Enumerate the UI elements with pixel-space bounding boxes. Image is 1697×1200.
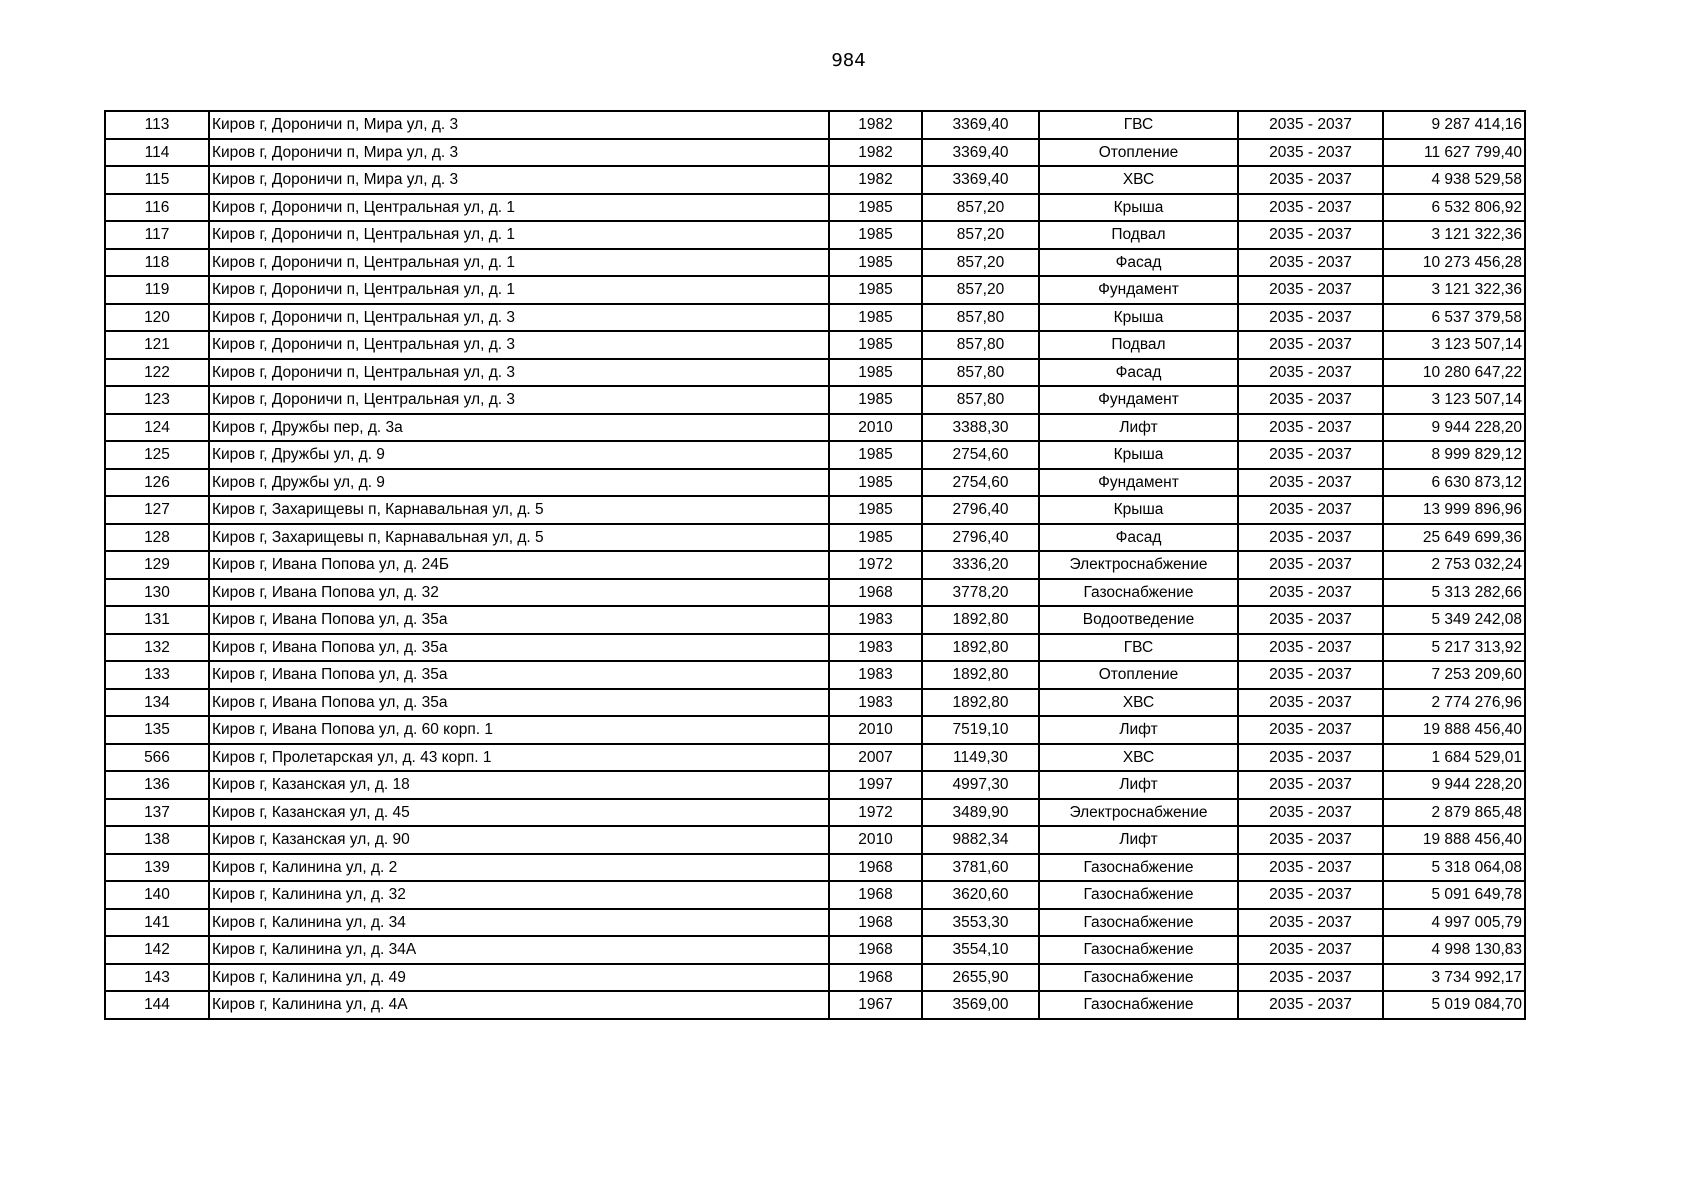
row-number-cell: 137 bbox=[105, 799, 209, 827]
address-cell: Киров г, Захарищевы п, Карнавальная ул, д. 5 bbox=[209, 524, 829, 552]
cost-cell: 5 349 242,08 bbox=[1383, 606, 1525, 634]
work-type-cell: Крыша bbox=[1039, 304, 1238, 332]
address-cell: Киров г, Калинина ул, д. 32 bbox=[209, 881, 829, 909]
address-cell: Киров г, Дороничи п, Центральная ул, д. 3 bbox=[209, 386, 829, 414]
period-cell: 2035 - 2037 bbox=[1238, 331, 1383, 359]
area-cell: 2655,90 bbox=[922, 964, 1039, 992]
construction-year-cell: 1985 bbox=[829, 386, 922, 414]
area-cell: 3489,90 bbox=[922, 799, 1039, 827]
row-number-cell: 142 bbox=[105, 936, 209, 964]
period-cell: 2035 - 2037 bbox=[1238, 111, 1383, 139]
cost-cell: 3 123 507,14 bbox=[1383, 386, 1525, 414]
work-type-cell: Газоснабжение bbox=[1039, 991, 1238, 1019]
address-cell: Киров г, Дороничи п, Центральная ул, д. 1 bbox=[209, 194, 829, 222]
cost-cell: 4 938 529,58 bbox=[1383, 166, 1525, 194]
cost-cell: 10 280 647,22 bbox=[1383, 359, 1525, 387]
address-cell: Киров г, Ивана Попова ул, д. 35а bbox=[209, 689, 829, 717]
row-number-cell: 115 bbox=[105, 166, 209, 194]
construction-year-cell: 1985 bbox=[829, 194, 922, 222]
row-number-cell: 120 bbox=[105, 304, 209, 332]
construction-year-cell: 1985 bbox=[829, 331, 922, 359]
address-cell: Киров г, Калинина ул, д. 34 bbox=[209, 909, 829, 937]
work-type-cell: Газоснабжение bbox=[1039, 964, 1238, 992]
address-cell: Киров г, Дружбы ул, д. 9 bbox=[209, 441, 829, 469]
row-number-cell: 131 bbox=[105, 606, 209, 634]
area-cell: 1892,80 bbox=[922, 689, 1039, 717]
cost-cell: 6 537 379,58 bbox=[1383, 304, 1525, 332]
row-number-cell: 117 bbox=[105, 221, 209, 249]
area-cell: 857,20 bbox=[922, 221, 1039, 249]
table-row bbox=[105, 689, 1525, 717]
period-cell: 2035 - 2037 bbox=[1238, 221, 1383, 249]
cost-cell: 2 774 276,96 bbox=[1383, 689, 1525, 717]
table-row bbox=[105, 441, 1525, 469]
area-cell: 857,80 bbox=[922, 331, 1039, 359]
row-number-cell: 136 bbox=[105, 771, 209, 799]
address-cell: Киров г, Казанская ул, д. 18 bbox=[209, 771, 829, 799]
address-cell: Киров г, Пролетарская ул, д. 43 корп. 1 bbox=[209, 744, 829, 772]
area-cell: 2796,40 bbox=[922, 524, 1039, 552]
period-cell: 2035 - 2037 bbox=[1238, 496, 1383, 524]
work-type-cell: Фасад bbox=[1039, 524, 1238, 552]
period-cell: 2035 - 2037 bbox=[1238, 194, 1383, 222]
row-number-cell: 133 bbox=[105, 661, 209, 689]
table-row bbox=[105, 881, 1525, 909]
area-cell: 3553,30 bbox=[922, 909, 1039, 937]
address-cell: Киров г, Дороничи п, Центральная ул, д. 1 bbox=[209, 221, 829, 249]
work-type-cell: Отопление bbox=[1039, 139, 1238, 167]
work-type-cell: Лифт bbox=[1039, 771, 1238, 799]
work-type-cell: Газоснабжение bbox=[1039, 881, 1238, 909]
construction-year-cell: 2010 bbox=[829, 716, 922, 744]
work-type-cell: Газоснабжение bbox=[1039, 579, 1238, 607]
row-number-cell: 119 bbox=[105, 276, 209, 304]
cost-cell: 19 888 456,40 bbox=[1383, 716, 1525, 744]
table-row bbox=[105, 249, 1525, 277]
area-cell: 3369,40 bbox=[922, 166, 1039, 194]
row-number-cell: 121 bbox=[105, 331, 209, 359]
work-type-cell: ГВС bbox=[1039, 634, 1238, 662]
area-cell: 3554,10 bbox=[922, 936, 1039, 964]
area-cell: 3620,60 bbox=[922, 881, 1039, 909]
table-row bbox=[105, 276, 1525, 304]
row-number-cell: 141 bbox=[105, 909, 209, 937]
table-row bbox=[105, 661, 1525, 689]
work-type-cell: Водоотведение bbox=[1039, 606, 1238, 634]
work-type-cell: ХВС bbox=[1039, 166, 1238, 194]
period-cell: 2035 - 2037 bbox=[1238, 359, 1383, 387]
construction-year-cell: 1985 bbox=[829, 221, 922, 249]
area-cell: 3369,40 bbox=[922, 139, 1039, 167]
work-type-cell: ГВС bbox=[1039, 111, 1238, 139]
area-cell: 857,20 bbox=[922, 249, 1039, 277]
area-cell: 3369,40 bbox=[922, 111, 1039, 139]
construction-year-cell: 1983 bbox=[829, 634, 922, 662]
construction-year-cell: 1968 bbox=[829, 881, 922, 909]
period-cell: 2035 - 2037 bbox=[1238, 606, 1383, 634]
construction-year-cell: 1985 bbox=[829, 496, 922, 524]
table-row bbox=[105, 799, 1525, 827]
area-cell: 3778,20 bbox=[922, 579, 1039, 607]
cost-cell: 5 217 313,92 bbox=[1383, 634, 1525, 662]
row-number-cell: 130 bbox=[105, 579, 209, 607]
row-number-cell: 139 bbox=[105, 854, 209, 882]
cost-cell: 7 253 209,60 bbox=[1383, 661, 1525, 689]
period-cell: 2035 - 2037 bbox=[1238, 716, 1383, 744]
construction-year-cell: 1985 bbox=[829, 524, 922, 552]
table-row bbox=[105, 634, 1525, 662]
area-cell: 857,80 bbox=[922, 359, 1039, 387]
address-cell: Киров г, Дороничи п, Центральная ул, д. 3 bbox=[209, 304, 829, 332]
period-cell: 2035 - 2037 bbox=[1238, 854, 1383, 882]
address-cell: Киров г, Калинина ул, д. 2 bbox=[209, 854, 829, 882]
cost-cell: 4 998 130,83 bbox=[1383, 936, 1525, 964]
construction-year-cell: 1972 bbox=[829, 799, 922, 827]
row-number-cell: 125 bbox=[105, 441, 209, 469]
address-cell: Киров г, Дороничи п, Центральная ул, д. 1 bbox=[209, 249, 829, 277]
period-cell: 2035 - 2037 bbox=[1238, 166, 1383, 194]
period-cell: 2035 - 2037 bbox=[1238, 441, 1383, 469]
period-cell: 2035 - 2037 bbox=[1238, 881, 1383, 909]
work-type-cell: Крыша bbox=[1039, 194, 1238, 222]
area-cell: 3569,00 bbox=[922, 991, 1039, 1019]
address-cell: Киров г, Калинина ул, д. 49 bbox=[209, 964, 829, 992]
construction-year-cell: 1985 bbox=[829, 469, 922, 497]
construction-year-cell: 1985 bbox=[829, 304, 922, 332]
cost-cell: 6 532 806,92 bbox=[1383, 194, 1525, 222]
row-number-cell: 124 bbox=[105, 414, 209, 442]
cost-cell: 13 999 896,96 bbox=[1383, 496, 1525, 524]
period-cell: 2035 - 2037 bbox=[1238, 414, 1383, 442]
cost-cell: 19 888 456,40 bbox=[1383, 826, 1525, 854]
table-row bbox=[105, 194, 1525, 222]
row-number-cell: 113 bbox=[105, 111, 209, 139]
construction-year-cell: 2010 bbox=[829, 414, 922, 442]
period-cell: 2035 - 2037 bbox=[1238, 661, 1383, 689]
table-row bbox=[105, 386, 1525, 414]
area-cell: 857,80 bbox=[922, 304, 1039, 332]
address-cell: Киров г, Ивана Попова ул, д. 35а bbox=[209, 661, 829, 689]
row-number-cell: 126 bbox=[105, 469, 209, 497]
period-cell: 2035 - 2037 bbox=[1238, 276, 1383, 304]
area-cell: 857,80 bbox=[922, 386, 1039, 414]
row-number-cell: 116 bbox=[105, 194, 209, 222]
cost-cell: 9 287 414,16 bbox=[1383, 111, 1525, 139]
address-cell: Киров г, Ивана Попова ул, д. 32 bbox=[209, 579, 829, 607]
address-cell: Киров г, Дороничи п, Мира ул, д. 3 bbox=[209, 111, 829, 139]
construction-year-cell: 1997 bbox=[829, 771, 922, 799]
work-type-cell: Отопление bbox=[1039, 661, 1238, 689]
construction-year-cell: 1982 bbox=[829, 139, 922, 167]
period-cell: 2035 - 2037 bbox=[1238, 771, 1383, 799]
cost-cell: 2 879 865,48 bbox=[1383, 799, 1525, 827]
address-cell: Киров г, Дружбы ул, д. 9 bbox=[209, 469, 829, 497]
period-cell: 2035 - 2037 bbox=[1238, 469, 1383, 497]
period-cell: 2035 - 2037 bbox=[1238, 579, 1383, 607]
area-cell: 1892,80 bbox=[922, 634, 1039, 662]
cost-cell: 25 649 699,36 bbox=[1383, 524, 1525, 552]
table-row bbox=[105, 524, 1525, 552]
construction-year-cell: 1968 bbox=[829, 579, 922, 607]
row-number-cell: 132 bbox=[105, 634, 209, 662]
work-type-cell: Крыша bbox=[1039, 496, 1238, 524]
address-cell: Киров г, Ивана Попова ул, д. 35а bbox=[209, 606, 829, 634]
address-cell: Киров г, Дороничи п, Центральная ул, д. 3 bbox=[209, 359, 829, 387]
work-type-cell: Лифт bbox=[1039, 716, 1238, 744]
table-row bbox=[105, 854, 1525, 882]
address-cell: Киров г, Ивана Попова ул, д. 24Б bbox=[209, 551, 829, 579]
area-cell: 4997,30 bbox=[922, 771, 1039, 799]
construction-year-cell: 2007 bbox=[829, 744, 922, 772]
construction-year-cell: 1968 bbox=[829, 854, 922, 882]
period-cell: 2035 - 2037 bbox=[1238, 744, 1383, 772]
address-cell: Киров г, Дороничи п, Мира ул, д. 3 bbox=[209, 139, 829, 167]
construction-year-cell: 1985 bbox=[829, 249, 922, 277]
table-row bbox=[105, 606, 1525, 634]
address-cell: Киров г, Дороничи п, Мира ул, д. 3 bbox=[209, 166, 829, 194]
area-cell: 857,20 bbox=[922, 194, 1039, 222]
period-cell: 2035 - 2037 bbox=[1238, 826, 1383, 854]
area-cell: 3336,20 bbox=[922, 551, 1039, 579]
construction-year-cell: 1983 bbox=[829, 689, 922, 717]
row-number-cell: 143 bbox=[105, 964, 209, 992]
construction-year-cell: 1982 bbox=[829, 111, 922, 139]
cost-cell: 9 944 228,20 bbox=[1383, 414, 1525, 442]
address-cell: Киров г, Калинина ул, д. 4А bbox=[209, 991, 829, 1019]
period-cell: 2035 - 2037 bbox=[1238, 936, 1383, 964]
row-number-cell: 135 bbox=[105, 716, 209, 744]
period-cell: 2035 - 2037 bbox=[1238, 304, 1383, 332]
cost-cell: 5 313 282,66 bbox=[1383, 579, 1525, 607]
cost-cell: 3 121 322,36 bbox=[1383, 276, 1525, 304]
cost-cell: 5 091 649,78 bbox=[1383, 881, 1525, 909]
table-row bbox=[105, 579, 1525, 607]
area-cell: 2754,60 bbox=[922, 441, 1039, 469]
construction-year-cell: 1985 bbox=[829, 276, 922, 304]
cost-cell: 2 753 032,24 bbox=[1383, 551, 1525, 579]
construction-year-cell: 1982 bbox=[829, 166, 922, 194]
table-row bbox=[105, 139, 1525, 167]
address-cell: Киров г, Ивана Попова ул, д. 60 корп. 1 bbox=[209, 716, 829, 744]
row-number-cell: 566 bbox=[105, 744, 209, 772]
cost-cell: 3 123 507,14 bbox=[1383, 331, 1525, 359]
table-row bbox=[105, 221, 1525, 249]
table-body bbox=[105, 111, 1525, 1019]
repair-schedule-table bbox=[104, 110, 1526, 1020]
work-type-cell: Фасад bbox=[1039, 249, 1238, 277]
cost-cell: 10 273 456,28 bbox=[1383, 249, 1525, 277]
table-row bbox=[105, 414, 1525, 442]
work-type-cell: Фасад bbox=[1039, 359, 1238, 387]
period-cell: 2035 - 2037 bbox=[1238, 964, 1383, 992]
construction-year-cell: 1968 bbox=[829, 909, 922, 937]
area-cell: 3388,30 bbox=[922, 414, 1039, 442]
construction-year-cell: 1967 bbox=[829, 991, 922, 1019]
row-number-cell: 122 bbox=[105, 359, 209, 387]
table-row bbox=[105, 359, 1525, 387]
table-row bbox=[105, 991, 1525, 1019]
area-cell: 1892,80 bbox=[922, 661, 1039, 689]
cost-cell: 11 627 799,40 bbox=[1383, 139, 1525, 167]
address-cell: Киров г, Калинина ул, д. 34А bbox=[209, 936, 829, 964]
period-cell: 2035 - 2037 bbox=[1238, 524, 1383, 552]
row-number-cell: 123 bbox=[105, 386, 209, 414]
work-type-cell: Газоснабжение bbox=[1039, 909, 1238, 937]
work-type-cell: Фундамент bbox=[1039, 276, 1238, 304]
work-type-cell: Лифт bbox=[1039, 414, 1238, 442]
row-number-cell: 114 bbox=[105, 139, 209, 167]
cost-cell: 4 997 005,79 bbox=[1383, 909, 1525, 937]
page-number: 984 bbox=[831, 50, 866, 71]
construction-year-cell: 1972 bbox=[829, 551, 922, 579]
table-row bbox=[105, 166, 1525, 194]
area-cell: 3781,60 bbox=[922, 854, 1039, 882]
work-type-cell: ХВС bbox=[1039, 744, 1238, 772]
area-cell: 1892,80 bbox=[922, 606, 1039, 634]
row-number-cell: 144 bbox=[105, 991, 209, 1019]
table-row bbox=[105, 111, 1525, 139]
period-cell: 2035 - 2037 bbox=[1238, 991, 1383, 1019]
address-cell: Киров г, Казанская ул, д. 45 bbox=[209, 799, 829, 827]
table-row bbox=[105, 331, 1525, 359]
table-row bbox=[105, 771, 1525, 799]
table-row bbox=[105, 826, 1525, 854]
period-cell: 2035 - 2037 bbox=[1238, 386, 1383, 414]
work-type-cell: Электроснабжение bbox=[1039, 551, 1238, 579]
cost-cell: 6 630 873,12 bbox=[1383, 469, 1525, 497]
table-row bbox=[105, 744, 1525, 772]
area-cell: 7519,10 bbox=[922, 716, 1039, 744]
table-row bbox=[105, 716, 1525, 744]
area-cell: 1149,30 bbox=[922, 744, 1039, 772]
period-cell: 2035 - 2037 bbox=[1238, 909, 1383, 937]
table-row bbox=[105, 551, 1525, 579]
work-type-cell: Газоснабжение bbox=[1039, 936, 1238, 964]
work-type-cell: ХВС bbox=[1039, 689, 1238, 717]
construction-year-cell: 1968 bbox=[829, 936, 922, 964]
row-number-cell: 134 bbox=[105, 689, 209, 717]
address-cell: Киров г, Дороничи п, Центральная ул, д. 3 bbox=[209, 331, 829, 359]
table-row bbox=[105, 909, 1525, 937]
cost-cell: 3 121 322,36 bbox=[1383, 221, 1525, 249]
area-cell: 9882,34 bbox=[922, 826, 1039, 854]
work-type-cell: Крыша bbox=[1039, 441, 1238, 469]
period-cell: 2035 - 2037 bbox=[1238, 689, 1383, 717]
area-cell: 857,20 bbox=[922, 276, 1039, 304]
address-cell: Киров г, Дружбы пер, д. 3а bbox=[209, 414, 829, 442]
table-row bbox=[105, 304, 1525, 332]
address-cell: Киров г, Захарищевы п, Карнавальная ул, д. 5 bbox=[209, 496, 829, 524]
row-number-cell: 140 bbox=[105, 881, 209, 909]
period-cell: 2035 - 2037 bbox=[1238, 799, 1383, 827]
period-cell: 2035 - 2037 bbox=[1238, 634, 1383, 662]
construction-year-cell: 1968 bbox=[829, 964, 922, 992]
work-type-cell: Электроснабжение bbox=[1039, 799, 1238, 827]
row-number-cell: 127 bbox=[105, 496, 209, 524]
construction-year-cell: 1985 bbox=[829, 441, 922, 469]
address-cell: Киров г, Ивана Попова ул, д. 35а bbox=[209, 634, 829, 662]
period-cell: 2035 - 2037 bbox=[1238, 249, 1383, 277]
construction-year-cell: 1983 bbox=[829, 606, 922, 634]
work-type-cell: Подвал bbox=[1039, 221, 1238, 249]
work-type-cell: Подвал bbox=[1039, 331, 1238, 359]
cost-cell: 8 999 829,12 bbox=[1383, 441, 1525, 469]
work-type-cell: Фундамент bbox=[1039, 469, 1238, 497]
construction-year-cell: 2010 bbox=[829, 826, 922, 854]
row-number-cell: 138 bbox=[105, 826, 209, 854]
period-cell: 2035 - 2037 bbox=[1238, 139, 1383, 167]
work-type-cell: Газоснабжение bbox=[1039, 854, 1238, 882]
work-type-cell: Лифт bbox=[1039, 826, 1238, 854]
area-cell: 2796,40 bbox=[922, 496, 1039, 524]
address-cell: Киров г, Казанская ул, д. 90 bbox=[209, 826, 829, 854]
work-type-cell: Фундамент bbox=[1039, 386, 1238, 414]
cost-cell: 3 734 992,17 bbox=[1383, 964, 1525, 992]
cost-cell: 9 944 228,20 bbox=[1383, 771, 1525, 799]
address-cell: Киров г, Дороничи п, Центральная ул, д. 1 bbox=[209, 276, 829, 304]
cost-cell: 1 684 529,01 bbox=[1383, 744, 1525, 772]
table-row bbox=[105, 936, 1525, 964]
table-row bbox=[105, 496, 1525, 524]
row-number-cell: 118 bbox=[105, 249, 209, 277]
table-row bbox=[105, 469, 1525, 497]
period-cell: 2035 - 2037 bbox=[1238, 551, 1383, 579]
row-number-cell: 129 bbox=[105, 551, 209, 579]
area-cell: 2754,60 bbox=[922, 469, 1039, 497]
construction-year-cell: 1985 bbox=[829, 359, 922, 387]
construction-year-cell: 1983 bbox=[829, 661, 922, 689]
row-number-cell: 128 bbox=[105, 524, 209, 552]
cost-cell: 5 318 064,08 bbox=[1383, 854, 1525, 882]
cost-cell: 5 019 084,70 bbox=[1383, 991, 1525, 1019]
table-row bbox=[105, 964, 1525, 992]
